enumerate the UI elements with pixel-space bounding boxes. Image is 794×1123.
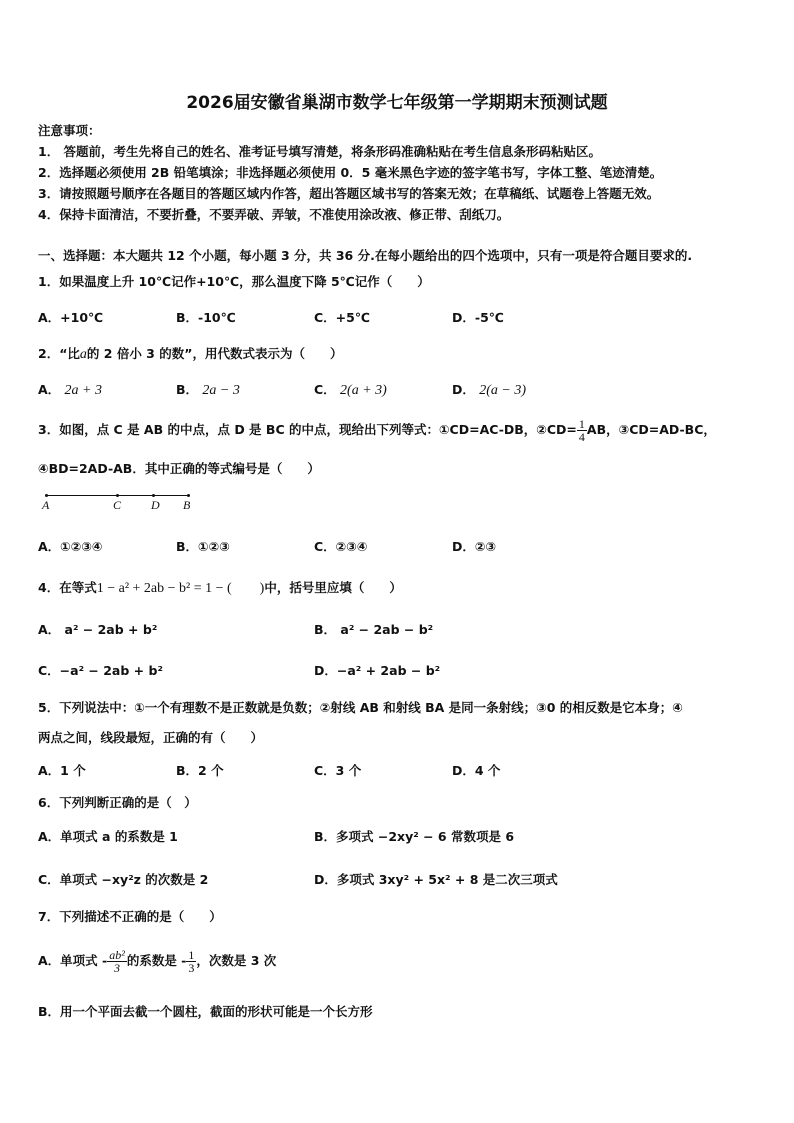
point-b-label: B: [183, 498, 191, 512]
page-title: 2026届安徽省巢湖市数学七年级第一学期期末预测试题: [186, 93, 608, 113]
point-d-dot: [152, 494, 155, 497]
q3-stem-mid: AB，③CD=AD-BC，: [586, 422, 716, 437]
point-a-label: A: [42, 498, 50, 512]
q7-fraction-2: $\frac{1}{3}$: [188, 948, 195, 975]
q6-option-a: A．单项式 a 的系数是 1: [38, 829, 178, 844]
q2-option-c: C． 2(a + 3): [314, 382, 387, 398]
section-heading: 一、选择题：本大题共 12 个小题，每小题 3 分，共 36 分.在每小题给出的四个选项中，只有一项是符合题目要求的.: [38, 248, 693, 263]
q7-stem: 7．下列描述不正确的是（ ）: [38, 909, 222, 924]
q4-option-a: A． a² − 2ab + b²: [38, 622, 158, 637]
q6-option-b: B．多项式 −2xy² − 6 常数项是 6: [314, 829, 515, 844]
q3-stem-start: 3．如图，点 C 是 AB 的中点，点 D 是 BC 的中点，现给出下列等式：①CD=AC-DB，②CD=: [38, 422, 577, 437]
q3-fraction: $\frac{1}{4}$: [578, 417, 585, 444]
q5-stem-line1: 5．下列说法中：①一个有理数不是正数就是负数；②射线 AB 和射线 BA 是同一条射线；③0 的相反数是它本身；④: [38, 700, 683, 715]
note-item-2: 2．选择题必须使用 2B 铅笔填涂；非选择题必须使用 0．5 毫米黑色字迹的签字笔书写，字体工整、笔迹清楚。: [38, 165, 663, 180]
q3-stem: [38, 412, 716, 448]
q3-stem-cont: ④BD=2AD-AB．其中正确的等式编号是（ ）: [38, 461, 320, 476]
q1-stem: 1．如果温度上升 10℃记作+10℃，那么温度下降 5℃记作（ ）: [38, 274, 430, 289]
q3-option-c: C．②③④: [314, 539, 368, 554]
q5-option-c: C．3 个: [314, 763, 362, 778]
q4-option-d: D．−a² + 2ab − b²: [314, 663, 441, 678]
q3-option-a: A．①②③④: [38, 539, 103, 554]
q5-option-a: A．1 个: [38, 763, 86, 778]
q1-option-d: D．-5℃: [452, 310, 504, 325]
q3-option-b: B．①②③: [176, 539, 230, 554]
q2-variable: a: [79, 347, 87, 362]
q4-option-b: B． a² − 2ab − b²: [314, 622, 434, 637]
q4-stem: [38, 577, 402, 597]
q2-expr-c: 2(a + 3): [340, 383, 387, 398]
point-b-dot: [187, 494, 190, 497]
q4-option-c: C．−a² − 2ab + b²: [38, 663, 163, 678]
notes-heading: 注意事项：: [38, 123, 101, 138]
q1-option-b: B．-10℃: [176, 310, 236, 325]
q2-expr-b: 2a − 3: [202, 383, 240, 398]
q7-option-a: A．单项式 - $\frac{\text{ab²}}{3}$ 的系数是 - $\frac{1}{3}$ ，次数是 3 次: [38, 948, 277, 975]
q6-option-d: D．多项式 3xy² + 5x² + 8 是二次三项式: [314, 872, 558, 887]
q2-stem-start: 2．“比: [38, 346, 80, 361]
q2-stem: [38, 344, 342, 363]
note-item-3: 3．请按照题号顺序在各题目的答题区域内作答，超出答题区域书写的答案无效；在草稿纸、试题卷上答题无效。: [38, 186, 660, 201]
note-item-1: 1． 答题前，考生先将自己的姓名、准考证号填写清楚，将条形码准确粘贴在考生信息条形码粘贴区。: [38, 144, 602, 159]
q2-option-d: D． 2(a − 3): [452, 382, 527, 398]
q6-stem: 6．下列判断正确的是（ ）: [38, 795, 197, 810]
q2-expr-a: 2a + 3: [64, 383, 102, 398]
q7-option-b: B．用一个平面去截一个圆柱，截面的形状可能是一个长方形: [38, 1004, 373, 1019]
note-item-4: 4．保持卡面清洁，不要折叠，不要弄破、弄皱，不准使用涂改液、修正带、刮纸刀。: [38, 207, 510, 222]
q5-option-d: D．4 个: [452, 763, 501, 778]
q2-stem-end: 的 2 倍小 3 的数”，用代数式表示为（ ）: [86, 346, 343, 361]
q5-option-b: B．2 个: [176, 763, 224, 778]
q1-option-a: A．+10℃: [38, 310, 104, 325]
q2-option-b: B． 2a − 3: [176, 382, 240, 398]
q6-option-c: C．单项式 −xy²z 的次数是 2: [38, 872, 209, 887]
q3-option-d: D．②③: [452, 539, 497, 554]
q4-equation: 1 − a² + 2ab − b² = 1 − ( ): [96, 581, 265, 596]
point-a-dot: [45, 494, 48, 497]
q4-stem-end: 中，括号里应填（ ）: [264, 580, 402, 595]
point-d-label: D: [151, 498, 160, 512]
q4-stem-start: 4．在等式: [38, 580, 97, 595]
q2-option-a: A． 2a + 3: [38, 382, 102, 398]
q2-expr-d: 2(a − 3): [479, 383, 527, 398]
q1-option-c: C．+5℃: [314, 310, 370, 325]
q5-stem-line2: 两点之间，线段最短，正确的有（ ）: [38, 730, 264, 745]
point-c-dot: [116, 494, 119, 497]
q7-fraction-1: $\frac{\text{ab²}}{3}$: [109, 948, 125, 975]
point-c-label: C: [113, 498, 122, 512]
